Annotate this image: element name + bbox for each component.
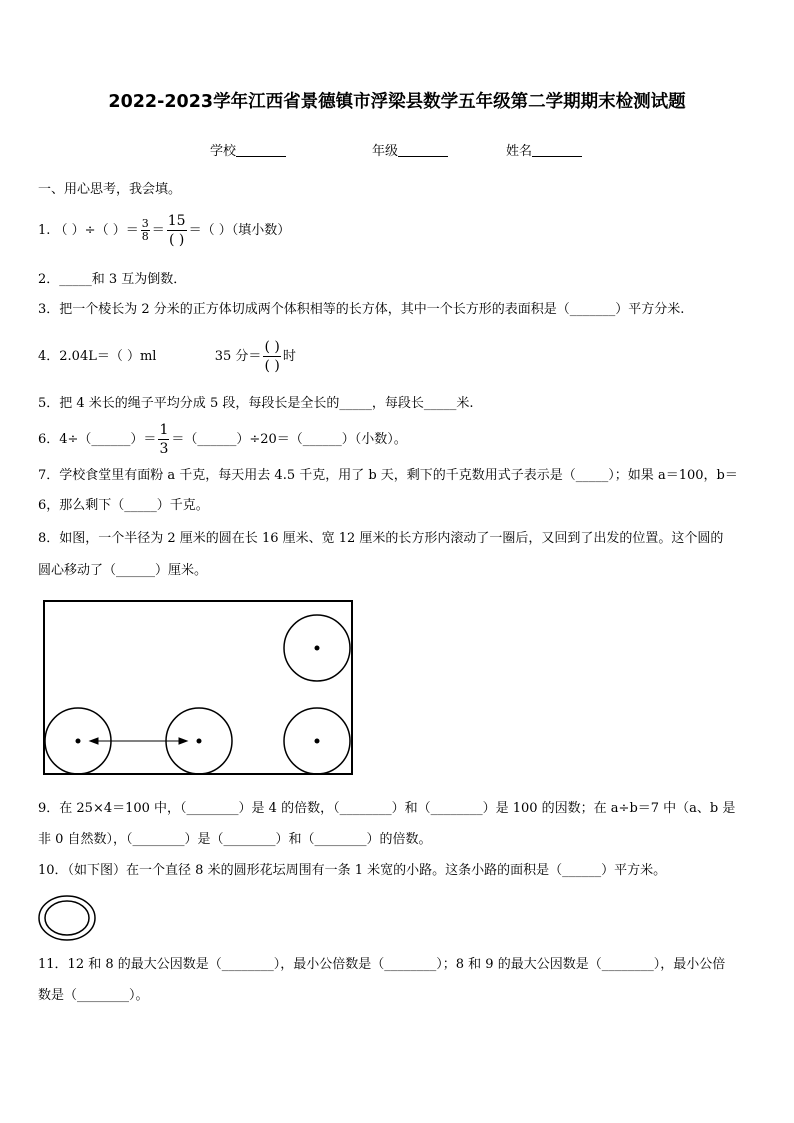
question-7-line-1: 7．学校食堂里有面粉 a 千克，每天用去 4.5 千克，用了 b 天，剩下的千克数用式子表示是（_____）；如果 a＝100，b＝ (38, 468, 738, 483)
question-5: 5．把 4 米长的绳子平均分成 5 段，每段长是全长的_____，每段长_____米. (38, 396, 474, 411)
school-label: 学校 (210, 144, 237, 159)
center-dot-top-right (315, 646, 320, 651)
q4-part-b: 35 分＝ (214, 349, 262, 364)
double-arrow (90, 738, 187, 744)
question-9-line-2: 非 0 自然数），（________）是（________）和（________）的倍数。 (38, 832, 432, 847)
q6-fraction: $\frac{1}{3}$ (159, 422, 169, 457)
inner-circle (45, 901, 89, 935)
center-dot-bottom-middle (197, 739, 202, 744)
rolling-circle-figure (38, 595, 360, 780)
question-6 (38, 421, 407, 459)
q1-part-a: （ ）÷（ ）＝ (54, 223, 139, 238)
question-10: 10．（如下图）在一个直径 8 米的圆形花坛周围有一条 1 米宽的小路。这条小路的面积是（______）平方米。 (38, 863, 667, 878)
question-2: 2．_____和 3 互为倒数． (38, 272, 187, 287)
rectangle-outline (44, 601, 352, 774)
question-3: 3．把一个棱长为 2 分米的正方体切成两个体积相等的长方体，其中一个长方形的表面积是（_______）平方分米. (38, 302, 685, 317)
section-heading: 一、用心思考，我会填。 (38, 182, 182, 197)
q6-part-a: 6．4÷（______）＝ (38, 432, 157, 447)
q4-part-c: 时 (282, 349, 296, 364)
grade-label: 年级 (372, 144, 399, 159)
q1-part-b: ＝（ ）（填小数） (188, 223, 291, 238)
page-title: 2022-2023学年江西省景德镇市浮梁县数学五年级第二学期期末检测试题 (108, 92, 686, 112)
question-1 (38, 212, 290, 250)
question-8-line-2: 圆心移动了（______）厘米。 (38, 563, 208, 578)
question-11-line-1: 11．12 和 8 的最大公因数是（________），最小公倍数是（________）；8 和 9 的最大公因数是（________），最小公倍 (38, 957, 726, 972)
question-9-line-1: 9．在 25×4＝100 中，（________）是 4 的倍数，（________）和（________）是 100 的因数；在 a÷b＝7 中（a、b 是 (38, 801, 736, 816)
q1-fraction-1: $\frac{3}{8}$ (141, 217, 149, 243)
q4-part-a: 4．2.04L＝（ ）ml (38, 349, 157, 364)
question-11-line-2: 数是（________）。 (38, 988, 149, 1003)
q6-part-b: ＝（______）÷20＝（______）（小数）。 (171, 432, 407, 447)
center-dot-bottom-left (76, 739, 81, 744)
flower-bed-figure (36, 893, 98, 943)
school-field[interactable] (210, 140, 286, 159)
center-dot-bottom-right (315, 739, 320, 744)
question-8-line-1: 8．如图，一个半径为 2 厘米的圆在长 16 厘米、宽 12 厘米的长方形内滚动了一圈后，又回到了出发的位置。这个圆的 (38, 531, 724, 546)
q1-fraction-2: $\frac{15}{( )}$ (167, 213, 186, 248)
q4-fraction: $\frac{( )}{( )}$ (264, 339, 280, 374)
grade-field[interactable] (372, 140, 448, 159)
q1-number: 1. (38, 223, 51, 238)
outer-circle (39, 896, 95, 940)
question-4 (38, 338, 296, 376)
name-field[interactable] (506, 140, 582, 159)
name-label: 姓名 (506, 144, 533, 159)
q1-equals: ＝ (151, 223, 165, 238)
question-7-line-2: 6，那么剩下（_____）千克。 (38, 498, 209, 513)
